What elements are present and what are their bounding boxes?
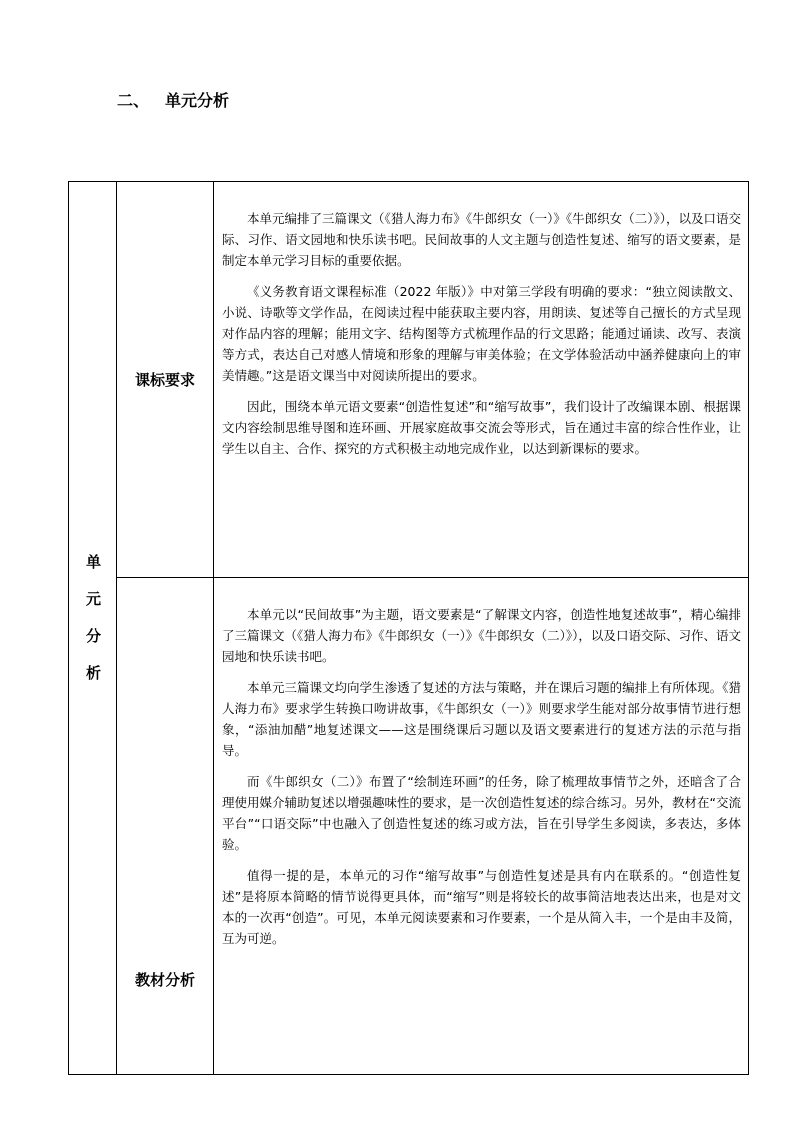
side-label: 单元分析: [84, 554, 102, 702]
paragraph: 值得一提的是，本单元的习作“缩写故事”与创造性复述是具有内在联系的。“创造性复述”是将原本简略的情节说得更具体，而“缩写”则是将较长的故事简洁地表达出来，也是对文本的一次再“创造”。可见，本单元阅读要素和习作要素，一个是从简入丰，一个是由丰及简，互为可逆。: [222, 868, 741, 946]
row-label-cell: [117, 182, 214, 578]
paragraph: 本单元编排了三篇课文（《猎人海力布》《牛郎织女（一）》《牛郎织女（二）》），以及口语交际、习作、语文园地和快乐读书吧。民间故事的人文主题与创造性复述、缩写的语文要素，是制定本单元学习目标的重要依据。: [222, 211, 741, 268]
row-label-cell: [117, 578, 214, 1075]
section-title: 单元分析: [165, 91, 230, 110]
paragraph: 而《牛郎织女（二）》布置了“绘制连环画”的任务，除了梳理故事情节之外，还暗含了合理使用媒介辅助复述以增强趣味性的要求，是一次创造性复述的综合练习。另外，教材在“交流平台”“口语交际”中也融入了创造性复述的练习或方法，旨在引导学生多阅读，多表达，多体验。: [222, 774, 741, 852]
paragraph: 本单元三篇课文均向学生渗透了复述的方法与策略，并在课后习题的编排上有所体现。《猎人海力布》要求学生转换口吻讲故事，《牛郎织女（一）》则要求学生能对部分故事情节进行想象，“添油加醋”地复述课文——这是围绕课后习题以及语文要素进行的复述方法的示范与指导。: [222, 680, 741, 758]
paragraph: 本单元以“民间故事”为主题，语文要素是“了解课文内容，创造性地复述故事”，精心编排了三篇课文（《猎人海力布》《牛郎织女（一）》《牛郎织女（二）》），以及口语交际、习作、语文园地和快乐读书吧。: [222, 607, 741, 664]
unit-analysis-table: [68, 181, 749, 1075]
section-number: 二、: [117, 91, 150, 110]
row-label-textbook: 教材分析: [134, 971, 195, 989]
table-row-curriculum: [69, 182, 749, 578]
side-label-cell: [69, 182, 117, 1075]
paragraph: 因此，围绕本单元语文要素“创造性复述”和“缩写故事”，我们设计了改编课本剧、根据课文内容绘制思维导图和连环画、开展家庭故事交流会等形式，旨在通过丰富的综合性作业，让学生以自主、合作、探究的方式积极主动地完成作业，以达到新课标的要求。: [222, 399, 741, 456]
table-row-textbook: [69, 578, 749, 1075]
section-heading: [117, 88, 229, 111]
paragraph: 《义务教育语文课程标准（2022 年版）》中对第三学段有明确的要求：“独立阅读散文、小说、诗歌等文学作品，在阅读过程中能获取主要内容，用朗读、复述等自己擅长的方式呈现对作品内容的理解；能用文字、结构图等方式梳理作品的行文思路；能通过诵读、改写、表演等方式，表达自己对感人情境和形象的理解与审美体验；在文学体验活动中涵养健康向上的审美情趣。”这是语文课当中对阅读所提出的要求。: [222, 284, 741, 383]
content-cell-curriculum: [214, 182, 749, 578]
row-label-curriculum: 课标要求: [134, 371, 195, 389]
content-cell-textbook: [214, 578, 749, 1075]
